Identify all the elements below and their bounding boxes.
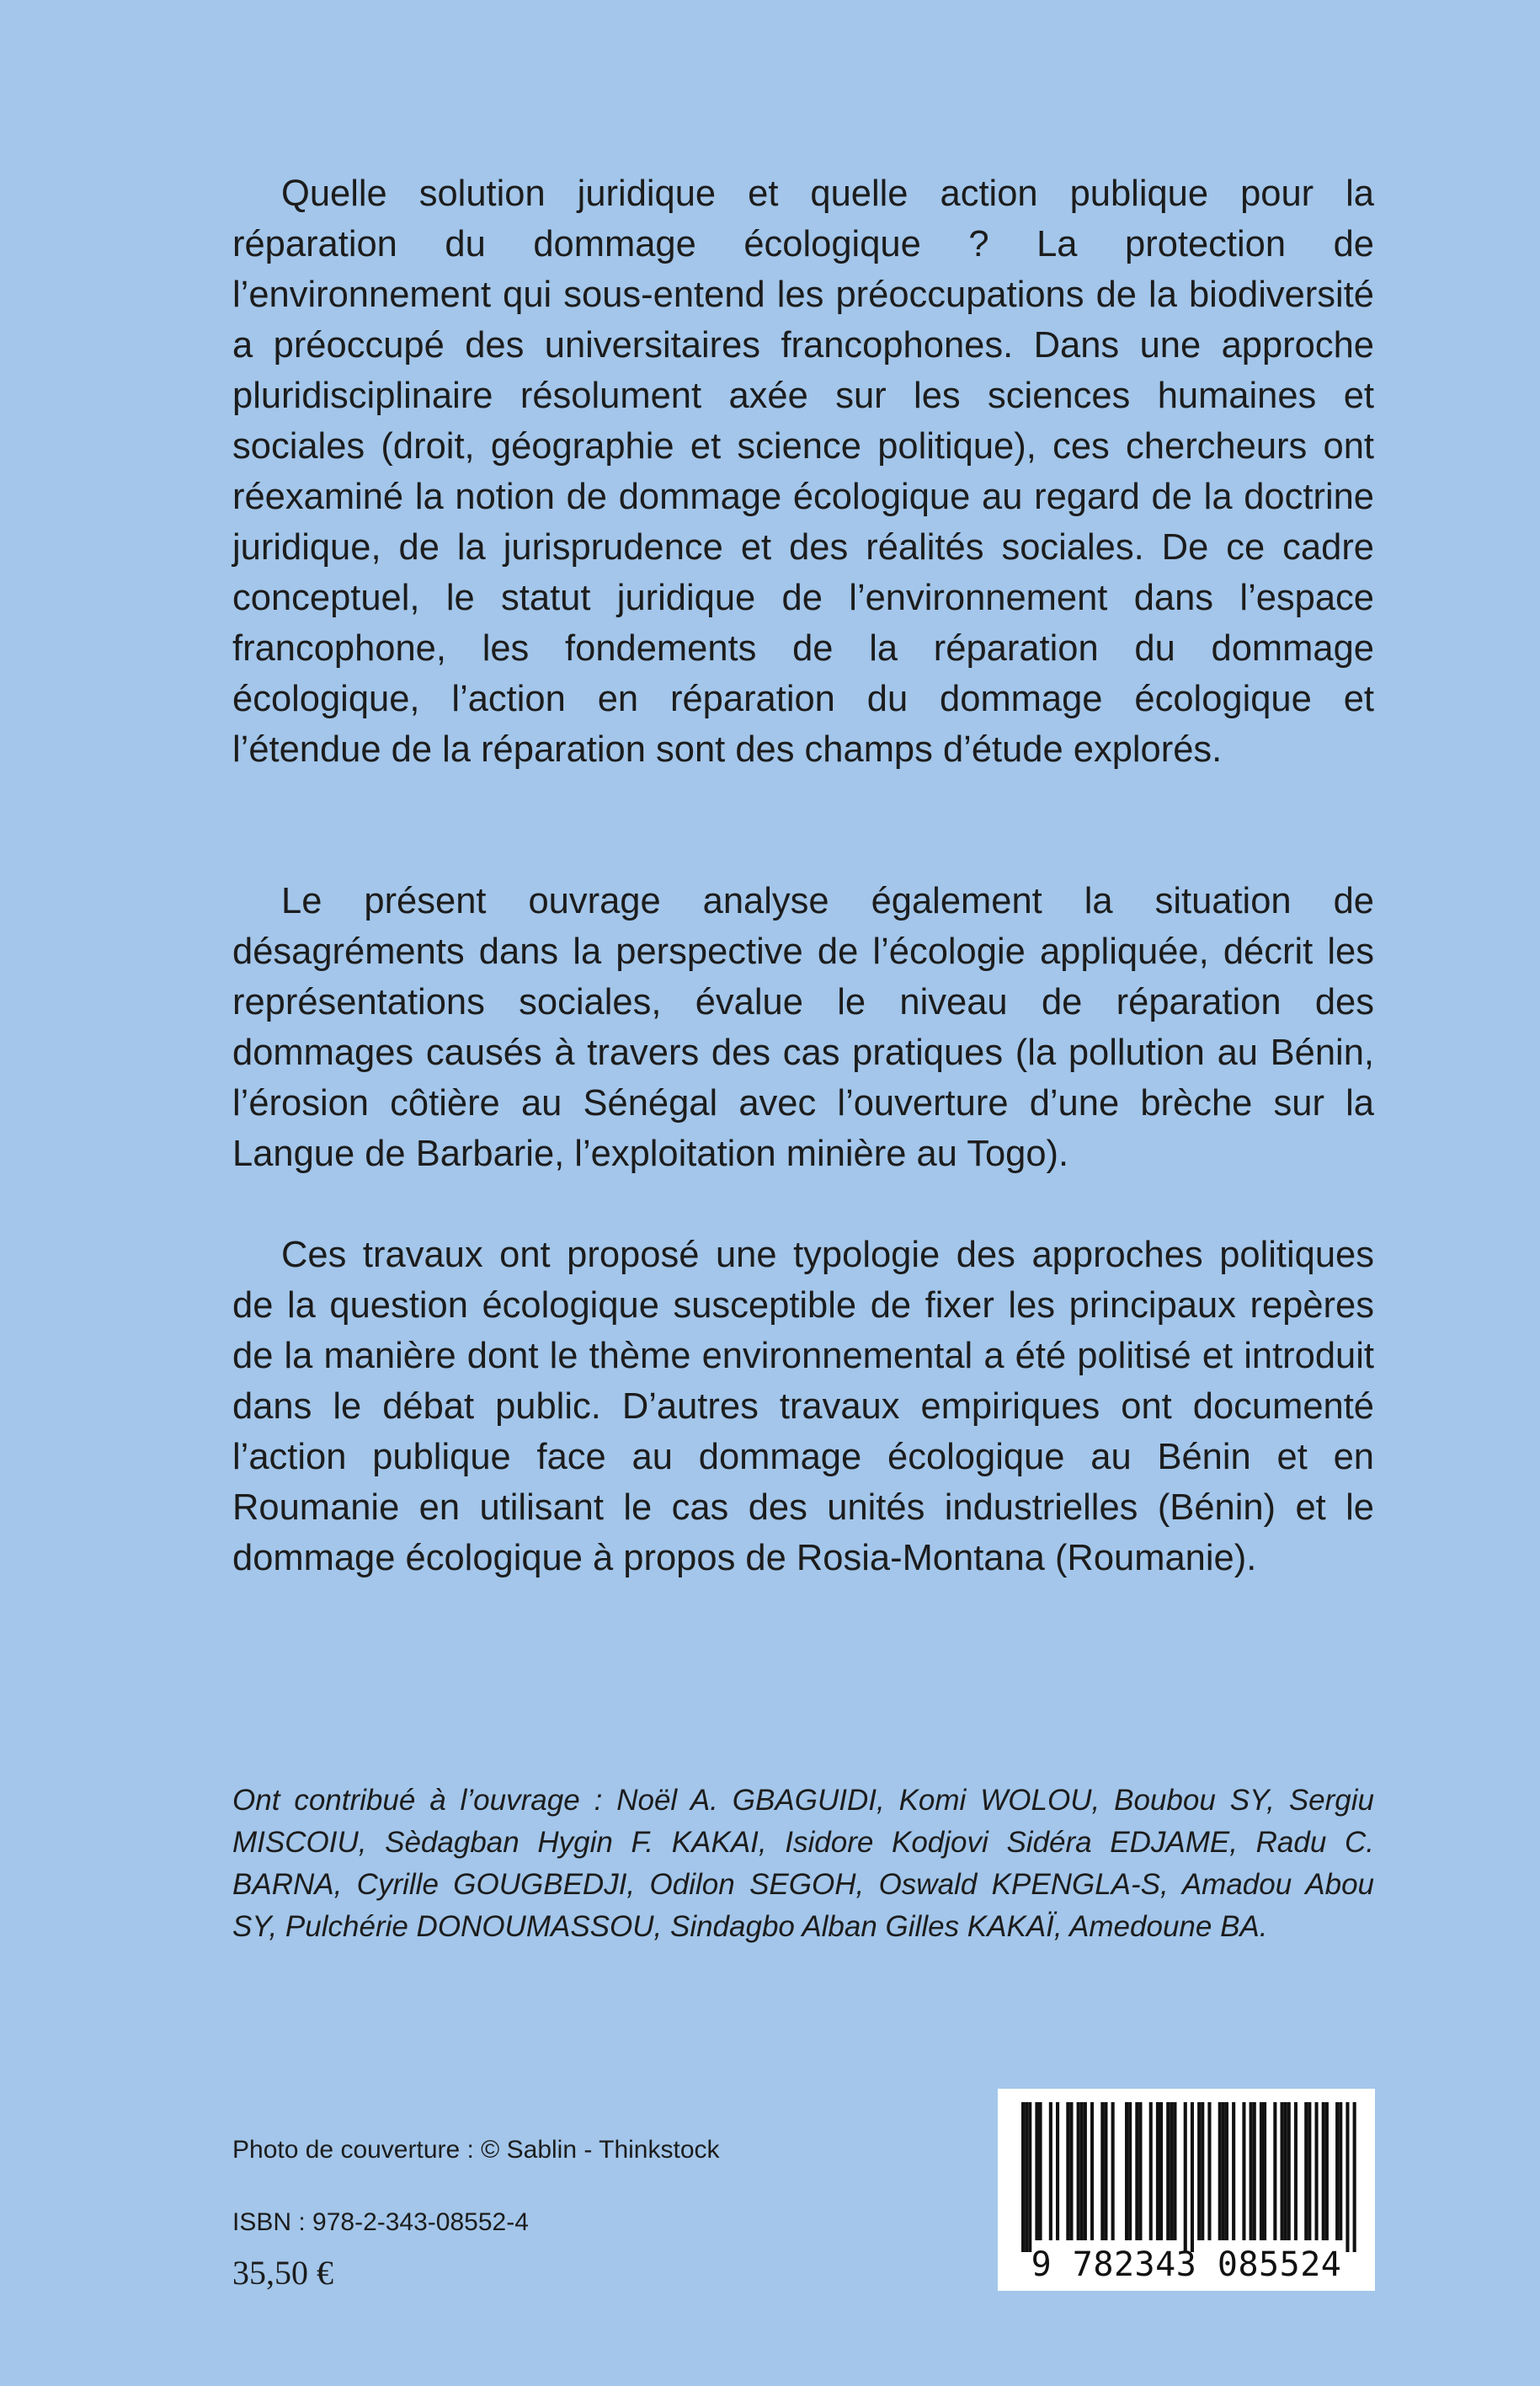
barcode-bar [1149,2102,1153,2240]
barcode-bar [1025,2102,1028,2252]
barcode-bar [1339,2102,1342,2240]
barcode-bar [1077,2102,1080,2240]
barcode-bar [1353,2102,1356,2252]
barcode-bar [1039,2102,1042,2240]
barcode-bar [1021,2102,1025,2252]
barcode-bar [1170,2102,1173,2240]
barcode-bar [1263,2102,1266,2240]
barcode-bar [1191,2102,1194,2252]
barcode-bar [1232,2102,1235,2240]
barcode [998,2089,1375,2291]
isbn: ISBN : 978-2-343-08552-4 [232,2208,529,2236]
barcode-bar [1156,2102,1159,2240]
barcode-digits: 9 782343 085524 [1031,2245,1342,2284]
barcode-bar [1218,2102,1222,2240]
barcode-bar [1159,2102,1163,2240]
barcode-bar [1128,2102,1132,2240]
barcode-bar [1201,2102,1204,2240]
barcode-bar [1304,2102,1308,2240]
barcode-bar [1207,2102,1211,2240]
barcode-bar [1080,2102,1084,2240]
barcode-bar [1346,2102,1349,2252]
barcode-bar [1225,2102,1228,2240]
price: 35,50 € [232,2254,333,2292]
barcode-bar [1284,2102,1287,2240]
barcode-bar [1315,2102,1319,2240]
barcode-bar [1281,2102,1284,2240]
barcode-bar [1308,2102,1311,2240]
barcode-bar [1184,2102,1187,2252]
summary-paragraph-3: Ces travaux ont proposé une typologie des approches politiques de la question écologique susceptible de fixer les principaux repères de la manière dont le thème environnemental a été politisé et introduit dans le débat public. D’autres travaux empiriques ont documenté l’action publique face au dommage écologique au Bénin et en Roumanie en utilisant le cas des unités industrielles (Bénin) et le dommage écologique à propos de Rosia-Montana (Roumanie). [232,1235,1374,1578]
barcode-bar [1056,2102,1059,2240]
barcode-bar [1173,2102,1176,2240]
barcode-bar [1250,2102,1253,2240]
barcode-bar [1049,2102,1052,2240]
barcode-bar [1222,2102,1225,2240]
barcode-bar [1066,2102,1069,2240]
photo-credit: Photo de couverture : © Sablin - Thinkstock [232,2136,720,2164]
barcode-bar [1069,2102,1073,2240]
barcode-bar [1135,2102,1138,2240]
summary-paragraph-1: Quelle solution juridique et quelle action publique pour la réparation du dommage écologique ? La protection de l’environnement qui sous-entend les préoccupations de la biodiversité a préoccupé des universitaires francophones. Dans une approche pluridisciplinaire résolument axée sur les sciences humaines et sociales (droit, géographie et science politique), ces chercheurs ont réexaminé la notion de dommage écologique au regard de la doctrine juridique, de la jurisprudence et des réalités sociales. De ce cadre conceptuel, le statut juridique de l’environnement dans l’espace francophone, les fondements de la réparation du dommage écologique, l’action en réparation du dommage écologique et l’étendue de la réparation sont des champs d’étude explorés. [232,173,1374,770]
barcode-bar [1138,2102,1142,2240]
barcode-bar [1242,2102,1245,2240]
barcode-bar [1253,2102,1256,2240]
barcode-bar [1111,2102,1115,2240]
barcode-bar [1100,2102,1104,2240]
barcode-bar [1166,2102,1170,2240]
barcode-bar [1125,2102,1128,2240]
barcode-bar [1260,2102,1263,2240]
barcode-bar [1325,2102,1329,2240]
summary-paragraph-2: Le présent ouvrage analyse également la situation de désagréments dans la perspective de l’écologie appliquée, décrit les représentations sociales, évalue le niveau de réparation des dommages causés à travers des cas pratiques (la pollution au Bénin, l’érosion côtière au Sénégal avec l’ouverture d’une brèche sur la Langue de Barbarie, l’exploitation minière au Togo). [232,881,1374,1174]
barcode-bar [1035,2102,1038,2240]
barcode-bar [1028,2102,1031,2252]
barcode-bar [1197,2102,1201,2240]
contributors-list: Ont contribué à l’ouvrage : Noël A. GBAGUIDI, Komi WOLOU, Boubou SY, Sergiu MISCOIU, Sèdagban Hygin F. KAKAI, Isidore Kodjovi Sidéra EDJAME, Radu C. BARNA, Cyrille GOUGBEDJI, Odilon SEGOH, Oswald KPENGLA-S, Amadou Abou SY, Pulchérie DONOUMASSOU, Sindagbo Alban Gilles KAKAÏ, Amedoune BA. [232,1784,1374,1943]
barcode-bar [1273,2102,1276,2240]
barcode-bar [1294,2102,1298,2240]
barcode-bar [1322,2102,1325,2240]
barcode-bar [1335,2102,1339,2240]
barcode-bar [1090,2102,1094,2240]
barcode-bar [1084,2102,1087,2240]
barcode-bar [1287,2102,1291,2240]
barcode-bar [1104,2102,1107,2240]
